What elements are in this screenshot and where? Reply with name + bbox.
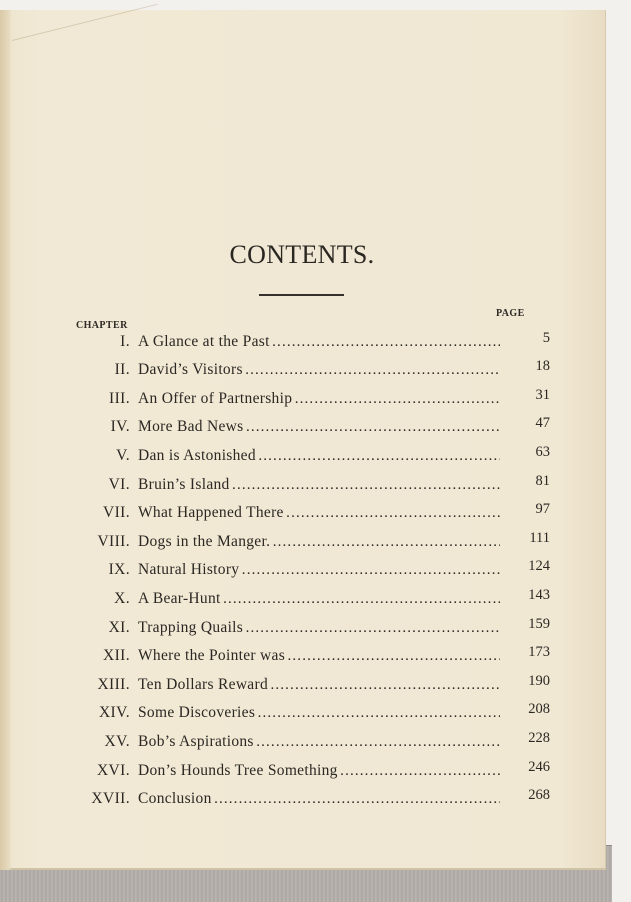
chapter-column-label: CHAPTER [76,320,128,331]
chapter-title: Conclusion . . . [138,790,500,808]
chapter-page: 81 [535,472,550,489]
chapter-title: Natural History . . . [138,561,500,579]
chapter-title: What Happened There . . . [138,504,500,522]
chapter-page: 31 [535,386,550,403]
toc-row[interactable] [60,526,560,555]
chapter-number: XVI. [96,761,130,779]
chapter-number: III. [109,389,130,407]
table-of-contents [60,326,560,812]
toc-row[interactable] [60,583,560,612]
chapter-page: 246 [528,758,550,775]
chapter-title: David’s Visitors . . . [138,361,500,379]
chapter-page: 208 [528,701,550,718]
chapter-title: Dogs in the Manger. . . . [138,533,500,551]
chapter-page: 228 [528,729,550,746]
toc-row[interactable] [60,383,560,412]
toc-row[interactable] [60,440,560,469]
toc-row[interactable] [60,555,560,584]
chapter-title: Trapping Quails . . . [138,619,500,637]
chapter-title: Ten Dollars Reward . . . [138,676,500,694]
toc-row[interactable] [60,326,560,355]
chapter-number: XV. [104,732,130,750]
toc-row[interactable] [60,641,560,670]
chapter-number: V. [116,446,130,464]
chapter-number: IV. [110,418,130,436]
heading-rule [259,294,344,296]
chapter-title: An Offer of Partnership . . . [138,390,500,408]
chapter-page: 5 [542,329,550,346]
chapter-number: VIII. [97,532,130,550]
contents-heading: CONTENTS. [229,240,375,269]
chapter-number: X. [114,589,130,607]
toc-row[interactable] [60,784,560,813]
chapter-number: XI. [108,618,130,636]
page-gutter [0,10,12,870]
toc-row[interactable] [60,612,560,641]
chapter-number: XVII. [91,790,130,808]
chapter-number: XII. [103,647,130,665]
chapter-page: 190 [528,672,550,689]
chapter-number: I. [120,332,130,350]
chapter-page: 143 [528,586,550,603]
chapter-page: 124 [528,558,550,575]
chapter-page: 63 [535,443,550,460]
chapter-title: More Bad News . . . [138,418,500,436]
chapter-page: 97 [535,501,550,518]
chapter-page: 159 [528,615,550,632]
toc-row[interactable] [60,726,560,755]
chapter-title: Bruin’s Island . . . [138,476,500,494]
chapter-title: Where the Pointer was . . . [138,647,500,665]
toc-row[interactable] [60,669,560,698]
chapter-page: 173 [528,644,550,661]
toc-row[interactable] [60,355,560,384]
chapter-page: 47 [535,415,550,432]
chapter-number: VII. [103,504,130,522]
toc-row[interactable] [60,469,560,498]
page-column-label: PAGE [496,308,525,319]
chapter-number: VI. [108,475,130,493]
chapter-page: 268 [528,787,550,804]
toc-row[interactable] [60,698,560,727]
chapter-title: Some Discoveries . . . [138,704,500,722]
chapter-title: A Bear-Hunt . . . [138,590,500,608]
chapter-title: Bob’s Aspirations . . . [138,733,500,751]
chapter-number: XIV. [98,704,130,722]
chapter-page: 18 [535,358,550,375]
chapter-number: XIII. [97,675,130,693]
toc-row[interactable] [60,498,560,527]
toc-row[interactable] [60,412,560,441]
chapter-title: A Glance at the Past . . . [138,333,500,351]
toc-row[interactable] [60,755,560,784]
chapter-page: 111 [529,529,550,546]
chapter-number: IX. [108,561,130,579]
chapter-title: Dan is Astonished . . . [138,447,500,465]
chapter-number: II. [114,361,130,379]
chapter-title: Don’s Hounds Tree Something . . . [138,762,500,780]
